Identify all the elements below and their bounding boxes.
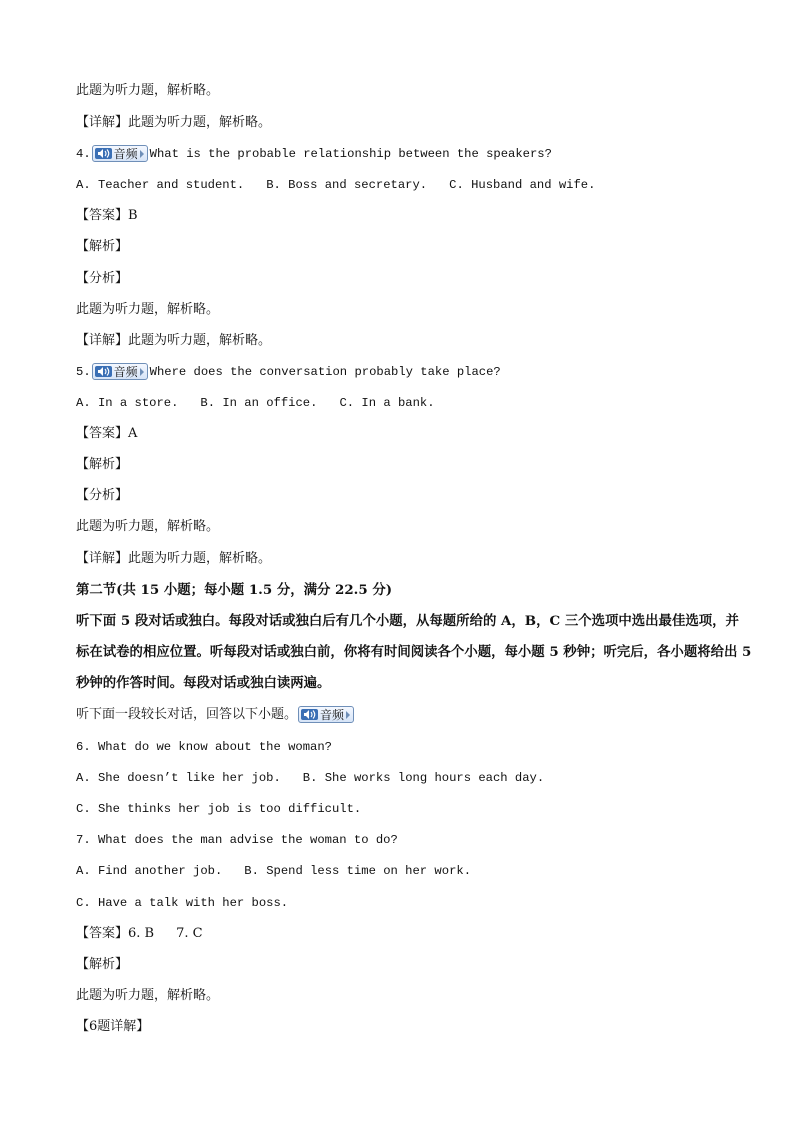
option-c: C. Husband and wife. xyxy=(449,178,596,192)
answer-label xyxy=(76,925,754,943)
analysis-label: 【解析】 xyxy=(76,957,129,972)
section-instructions: 听下面 5 段对话或独白。每段对话或独白后有几个小题，从每题所给的 A，B，C 三个选项中选出最佳选项，并标在试卷的相应位置。听每段对话或独白前，你将有时间阅读各个小题，每小题 5 秒钟；听完后，各小题将给出 5 秒钟的作答时间。每段对话或独白读两遍。 xyxy=(76,613,752,691)
audio-tail-icon xyxy=(346,711,350,719)
question-6: 6. What do we know about the woman? xyxy=(76,740,332,754)
question-5 xyxy=(76,363,754,381)
breakdown-label: 【分析】 xyxy=(76,271,129,286)
section-title: 第二节(共 15 小题；每小题 1.5 分，满分 22.5 分) xyxy=(76,582,393,598)
analysis-note: 此题为听力题，解析略。 xyxy=(76,83,220,98)
audio-tail-icon xyxy=(140,368,144,376)
audio-label: 音频 xyxy=(113,364,138,379)
dialog-intro-text: 听下面一段较长对话，回答以下小题。 xyxy=(76,707,298,722)
audio-label: 音频 xyxy=(113,146,138,161)
analysis-label: 【解析】 xyxy=(76,239,129,254)
speaker-icon xyxy=(95,366,112,377)
analysis-note: 此题为听力题，解析略。 xyxy=(76,519,220,534)
question-text: Where does the conversation probably take place? xyxy=(149,365,501,379)
option-c: C. Have a talk with her boss. xyxy=(76,896,289,910)
audio-button[interactable] xyxy=(92,363,148,380)
question-number: 4. xyxy=(76,147,91,161)
option-c: C. In a bank. xyxy=(339,396,435,410)
question-4 xyxy=(76,145,754,163)
options-6 xyxy=(76,769,754,787)
speaker-icon xyxy=(95,148,112,159)
option-a: A. Find another job. xyxy=(76,864,223,878)
option-b: B. In an office. xyxy=(200,396,318,410)
options-7 xyxy=(76,862,754,880)
detail-note: 【详解】此题为听力题，解析略。 xyxy=(76,333,272,348)
option-b: B. She works long hours each day. xyxy=(302,771,545,785)
question-text: What is the probable relationship between the speakers? xyxy=(149,147,552,161)
analysis-label: 【解析】 xyxy=(76,457,129,472)
audio-button[interactable] xyxy=(298,706,354,723)
detail-6-label: 【6题详解】 xyxy=(76,1019,150,1034)
dialog-intro xyxy=(76,706,754,724)
audio-button[interactable] xyxy=(92,145,148,162)
answer-6: 【答案】6. B xyxy=(76,926,155,941)
speaker-icon xyxy=(301,709,318,720)
question-number: 5. xyxy=(76,365,91,379)
audio-tail-icon xyxy=(140,150,144,158)
option-c: C. She thinks her job is too difficult. xyxy=(76,802,362,816)
detail-note: 【详解】此题为听力题，解析略。 xyxy=(76,551,272,566)
detail-note: 【详解】此题为听力题，解析略。 xyxy=(76,115,272,130)
answer-label: 【答案】A xyxy=(76,426,138,441)
question-7: 7. What does the man advise the woman to do? xyxy=(76,833,398,847)
option-a: A. Teacher and student. xyxy=(76,178,245,192)
option-a: A. In a store. xyxy=(76,396,179,410)
options-4 xyxy=(76,176,754,194)
options-5 xyxy=(76,394,754,412)
option-a: A. She doesn’t like her job. xyxy=(76,771,281,785)
option-b: B. Spend less time on her work. xyxy=(244,864,472,878)
option-b: B. Boss and secretary. xyxy=(266,178,428,192)
answer-7: 7. C xyxy=(176,926,203,941)
audio-label: 音频 xyxy=(320,707,345,722)
answer-label: 【答案】B xyxy=(76,208,138,223)
breakdown-label: 【分析】 xyxy=(76,488,129,503)
analysis-note: 此题为听力题，解析略。 xyxy=(76,988,220,1003)
analysis-note: 此题为听力题，解析略。 xyxy=(76,302,220,317)
